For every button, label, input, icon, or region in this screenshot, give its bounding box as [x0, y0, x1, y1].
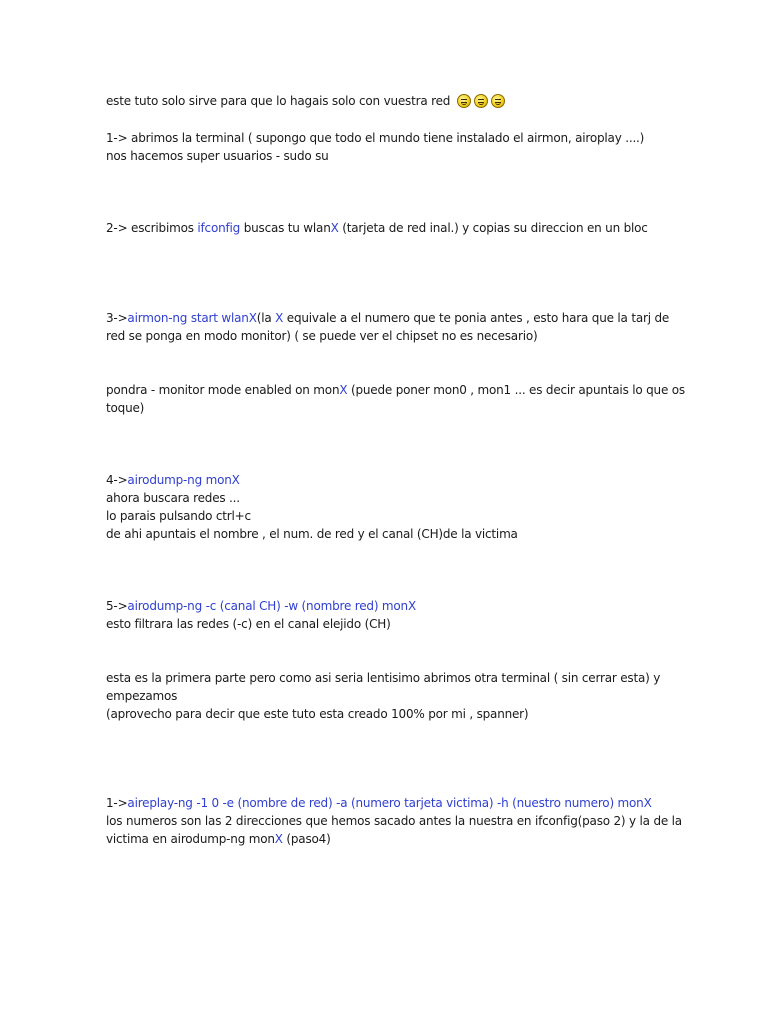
- aireplay-command: aireplay-ng -1 0 -e (nombre de red) -a (numero tarjeta victima) -h (nuestro numero) mon: [127, 796, 644, 810]
- part-line3: (aprovecho para decir que este tuto esta creado 100% por mi , spanner): [106, 707, 529, 721]
- smiley-icon: [457, 94, 471, 108]
- placeholder-x: X: [339, 383, 348, 397]
- step4-prefix: 4->: [106, 473, 128, 487]
- ifconfig-command: ifconfig: [197, 221, 241, 235]
- intro-line: [106, 92, 505, 110]
- airodump-command: airodump-ng mon: [127, 473, 232, 487]
- step3-line1: [106, 309, 669, 327]
- step3-prefix: 3->: [106, 311, 128, 325]
- monitor-line1: [106, 381, 685, 399]
- aireplay-line3-suffix: (paso4): [282, 832, 331, 846]
- step1-line1: 1-> abrimos la terminal ( supongo que todo el mundo tiene instalado el airmon, airoplay ....): [106, 131, 645, 145]
- placeholder-x: X: [643, 796, 652, 810]
- aireplay-line1: [106, 794, 652, 812]
- monitor-line2: toque): [106, 401, 145, 415]
- step3-line2: red se ponga en modo monitor) ( se puede ver el chipset no es necesario): [106, 329, 538, 343]
- step4-line1: [106, 471, 240, 489]
- aireplay-prefix: 1->: [106, 796, 128, 810]
- placeholder-x: X: [330, 221, 339, 235]
- step3-suffix: equivale a el numero que te ponia antes , esto hara que la tarj de: [283, 311, 670, 325]
- aireplay-line3-prefix: victima en airodump-ng mon: [106, 832, 275, 846]
- placeholder-x: X: [248, 311, 257, 325]
- airmon-command: airmon-ng start wlan: [127, 311, 249, 325]
- part-line2: empezamos: [106, 689, 178, 703]
- monitor-prefix: pondra - monitor mode enabled on mon: [106, 383, 340, 397]
- placeholder-x: X: [274, 832, 283, 846]
- step1-line2: nos hacemos super usuarios - sudo su: [106, 149, 329, 163]
- step5-line2: esto filtrara las redes (-c) en el canal elejido (CH): [106, 617, 391, 631]
- smiley-icon: [474, 94, 488, 108]
- step2-suffix: (tarjeta de red inal.) y copias su direccion en un bloc: [338, 221, 648, 235]
- step4-line4: de ahi apuntais el nombre , el num. de red y el canal (CH)de la victima: [106, 527, 518, 541]
- step4-line2: ahora buscara redes ...: [106, 491, 240, 505]
- placeholder-x: X: [231, 473, 240, 487]
- placeholder-x: X: [407, 599, 416, 613]
- step2-line: [106, 219, 648, 237]
- part-line1: esta es la primera parte pero como asi seria lentisimo abrimos otra terminal ( sin cerrar esta) y: [106, 671, 661, 685]
- step2-prefix: 2-> escribimos: [106, 221, 198, 235]
- step3-mid: (la: [256, 311, 276, 325]
- intro-text: este tuto solo sirve para que lo hagais solo con vuestra red: [106, 94, 451, 108]
- monitor-suffix: (puede poner mon0 , mon1 ... es decir apuntais lo que os: [347, 383, 685, 397]
- step5-line1: [106, 597, 416, 615]
- airodump-filter-command: airodump-ng -c (canal CH) -w (nombre red) mon: [127, 599, 408, 613]
- step4-line3: lo parais pulsando ctrl+c: [106, 509, 251, 523]
- step5-prefix: 5->: [106, 599, 128, 613]
- aireplay-line3: [106, 830, 331, 848]
- step2-mid: buscas tu wlan: [240, 221, 331, 235]
- smiley-icon: [491, 94, 505, 108]
- aireplay-line2: los numeros son las 2 direcciones que hemos sacado antes la nuestra en ifconfig(paso 2) y la de la: [106, 814, 682, 828]
- placeholder-x: X: [275, 311, 284, 325]
